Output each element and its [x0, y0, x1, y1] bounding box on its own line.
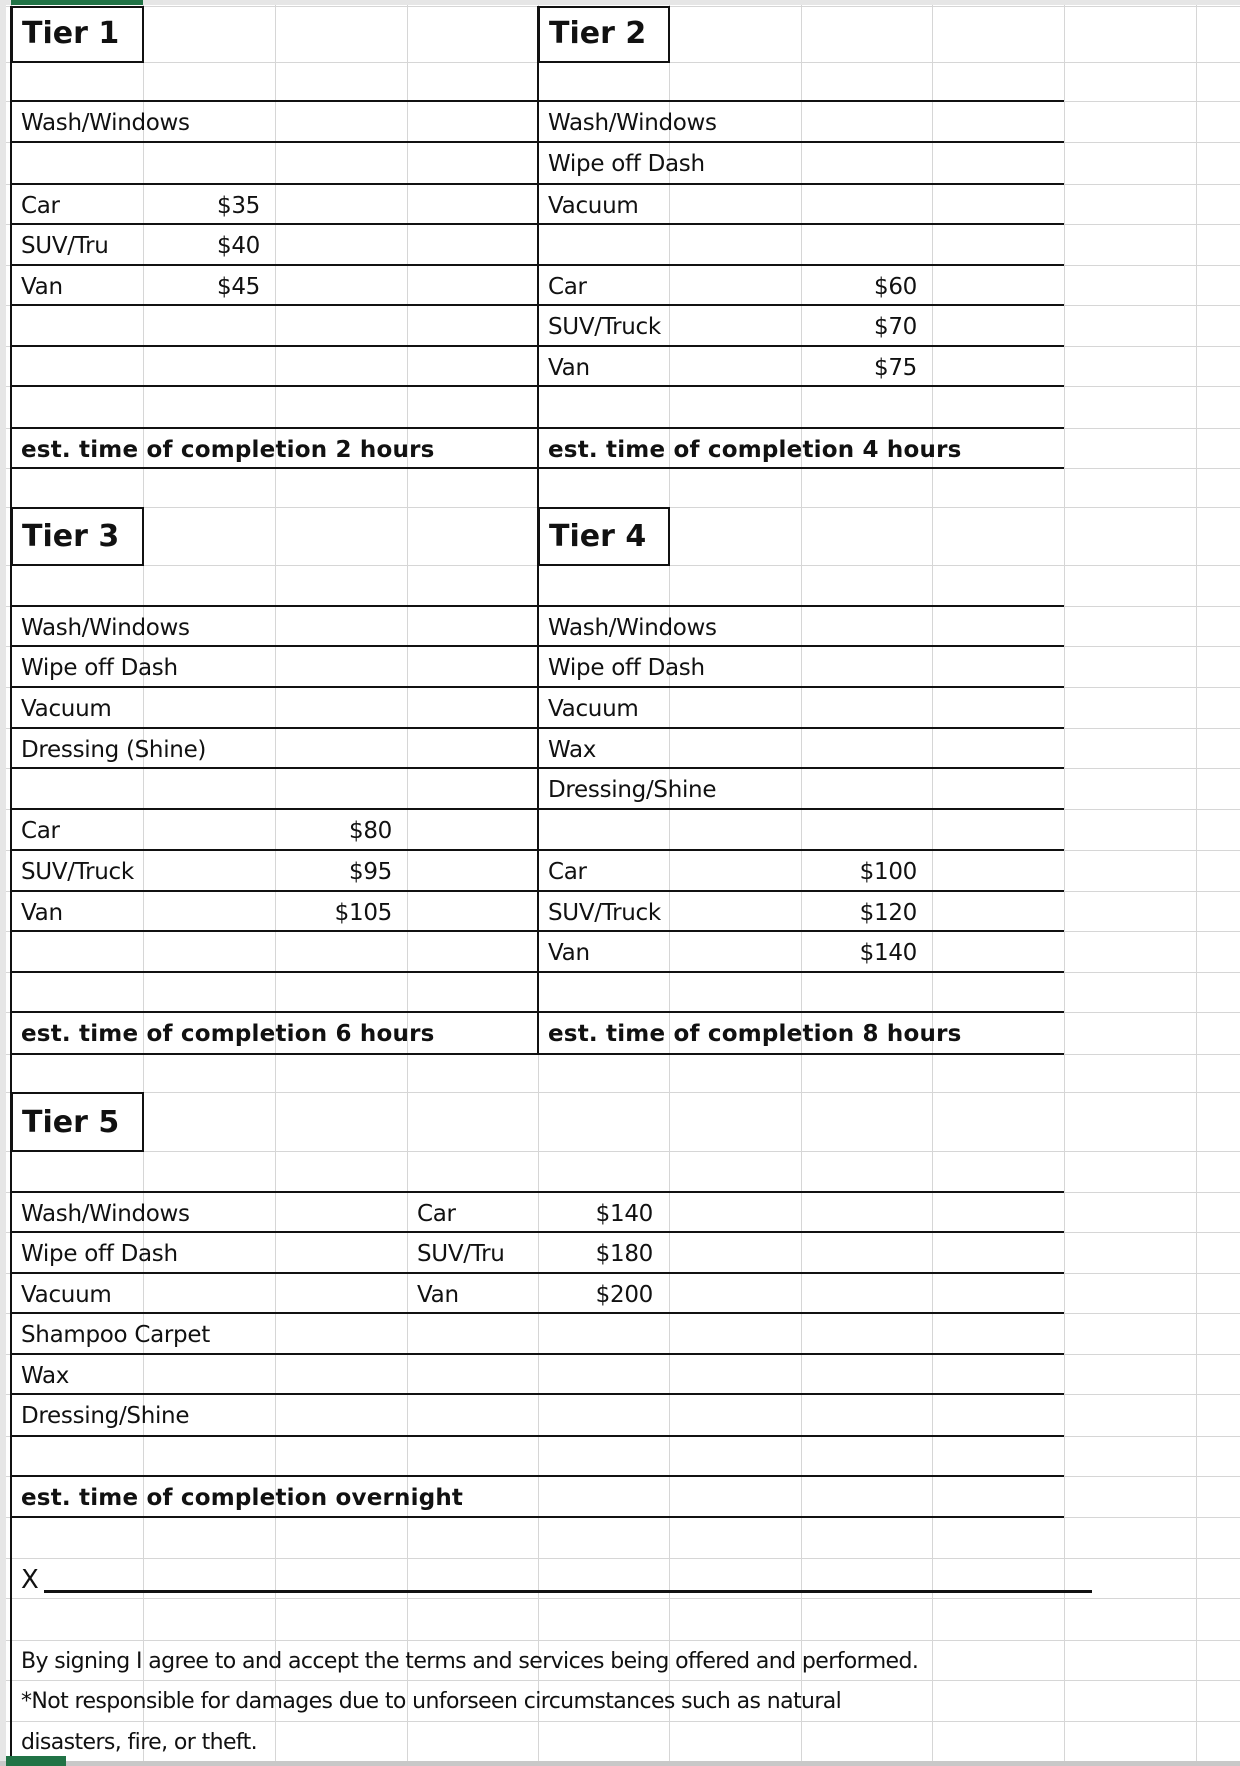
tier-5-vehicle[interactable]: Car	[417, 1201, 456, 1227]
tier-3-service[interactable]: Wash/Windows	[21, 615, 190, 641]
tier-3-vehicle[interactable]: Car	[21, 818, 60, 844]
tier-2-est-time[interactable]: est. time of completion 4 hours	[548, 437, 962, 463]
tier-4-service[interactable]: Vacuum	[548, 696, 639, 722]
tier-5-vehicle[interactable]: SUV/Tru	[417, 1241, 505, 1267]
terms-line[interactable]: disasters, fire, or theft.	[21, 1730, 258, 1755]
signature-line[interactable]	[44, 1590, 1092, 1593]
gridline-col	[1064, 0, 1065, 1766]
tier-2-price[interactable]: $75	[874, 355, 917, 381]
tier-3-price[interactable]: $95	[349, 859, 392, 885]
tier-2-vehicle[interactable]: Van	[548, 355, 590, 381]
tier-4-title[interactable]: Tier 4	[538, 507, 670, 566]
tier-4-service[interactable]: Wash/Windows	[548, 615, 717, 641]
tier-5-service[interactable]: Dressing/Shine	[21, 1403, 190, 1429]
tier-3-service[interactable]: Wipe off Dash	[21, 655, 178, 681]
tier-3-service[interactable]: Vacuum	[21, 696, 112, 722]
row-header-strip	[0, 0, 6, 1766]
tier-4-price[interactable]: $120	[859, 900, 917, 926]
tier-1-price[interactable]: $35	[217, 193, 260, 219]
tier-4-price[interactable]: $140	[859, 940, 917, 966]
tier-1-service[interactable]: Wash/Windows	[21, 110, 190, 136]
tier-4-service[interactable]: Dressing/Shine	[548, 777, 717, 803]
tier-5-service[interactable]: Shampoo Carpet	[21, 1322, 210, 1348]
terms-line[interactable]: By signing I agree to and accept the terms and services being offered and performed.	[21, 1649, 919, 1674]
tier-5-service[interactable]: Wax	[21, 1363, 70, 1389]
tier-2-title[interactable]: Tier 2	[538, 6, 670, 63]
active-sheet-tab[interactable]	[6, 1756, 66, 1766]
tier-4-price[interactable]: $100	[859, 859, 917, 885]
gridline-row	[0, 1558, 1240, 1559]
gridline-row	[0, 1092, 1240, 1093]
terms-line[interactable]: *Not responsible for damages due to unforseen circumstances such as natural	[21, 1689, 842, 1714]
selected-column-indicator	[11, 0, 143, 5]
tier-5-service[interactable]: Wash/Windows	[21, 1201, 190, 1227]
tier-4-vehicle[interactable]: Car	[548, 859, 587, 885]
tier-2-vehicle[interactable]: SUV/Truck	[548, 314, 661, 340]
tier-1-vehicle[interactable]: Car	[21, 193, 60, 219]
gridline-row	[0, 1151, 1240, 1152]
tier-1-vehicle[interactable]: SUV/Tru	[21, 233, 109, 259]
tier-3-price[interactable]: $80	[349, 818, 392, 844]
tier-3-vehicle[interactable]: SUV/Truck	[21, 859, 134, 885]
tier-5-service[interactable]: Vacuum	[21, 1282, 112, 1308]
tier-5-price[interactable]: $140	[595, 1201, 653, 1227]
tier-2-vehicle[interactable]: Car	[548, 274, 587, 300]
tier-3-price[interactable]: $105	[334, 900, 392, 926]
tier-4-vehicle[interactable]: Van	[548, 940, 590, 966]
tier-2-service[interactable]: Wipe off Dash	[548, 151, 705, 177]
tier-2-price[interactable]: $60	[874, 274, 917, 300]
table-border-row	[11, 1435, 1064, 1437]
tier-4-service[interactable]: Wax	[548, 737, 597, 763]
tier-5-vehicle[interactable]: Van	[417, 1282, 459, 1308]
tier-1-title[interactable]: Tier 1	[11, 6, 144, 63]
tier-1-price[interactable]: $40	[217, 233, 260, 259]
tier-5-service[interactable]: Wipe off Dash	[21, 1241, 178, 1267]
gridline-col	[1196, 0, 1197, 1766]
tier-4-vehicle[interactable]: SUV/Truck	[548, 900, 661, 926]
tier-5-price[interactable]: $180	[595, 1241, 653, 1267]
gridline-row	[0, 1598, 1240, 1599]
tier-3-est-time[interactable]: est. time of completion 6 hours	[21, 1021, 435, 1047]
tier-5-est-time[interactable]: est. time of completion overnight	[21, 1485, 464, 1511]
tier-1-price[interactable]: $45	[217, 274, 260, 300]
tier-2-service[interactable]: Vacuum	[548, 193, 639, 219]
tier-4-est-time[interactable]: est. time of completion 8 hours	[548, 1021, 962, 1047]
sheet-tab-bar	[0, 1761, 1240, 1766]
tier-2-price[interactable]: $70	[874, 314, 917, 340]
signature-mark: X	[21, 1565, 39, 1595]
tier-2-service[interactable]: Wash/Windows	[548, 110, 717, 136]
tier-1-vehicle[interactable]: Van	[21, 274, 63, 300]
tier-1-est-time[interactable]: est. time of completion 2 hours	[21, 437, 435, 463]
tier-3-service[interactable]: Dressing (Shine)	[21, 737, 207, 763]
tier-5-price[interactable]: $200	[595, 1282, 653, 1308]
tier-4-service[interactable]: Wipe off Dash	[548, 655, 705, 681]
column-header-bar	[0, 0, 1240, 5]
tier-3-vehicle[interactable]: Van	[21, 900, 63, 926]
tier-3-title[interactable]: Tier 3	[11, 507, 144, 566]
tier-5-title[interactable]: Tier 5	[11, 1092, 144, 1152]
